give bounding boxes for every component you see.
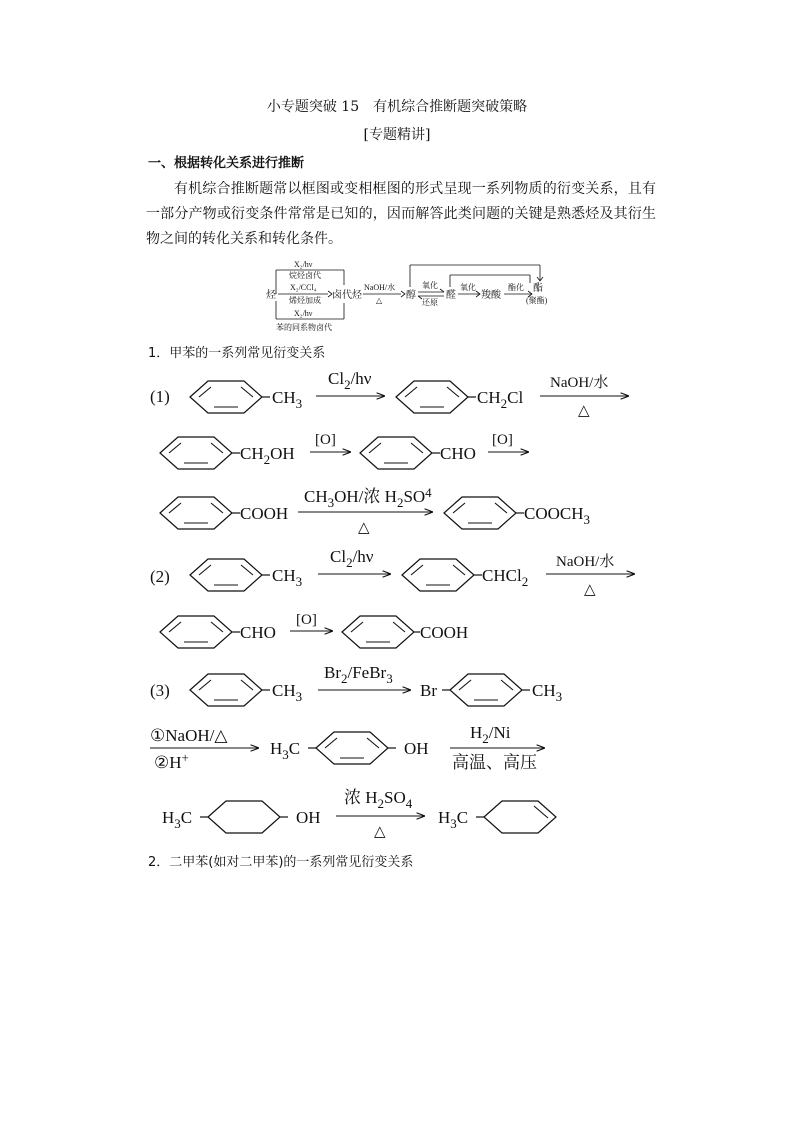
r3-cond4: 浓 $H_2SO_4$ (344, 788, 413, 811)
r3-oh: OH (404, 739, 429, 758)
r3-cond1: $Br_2/FeBr_3$ (324, 663, 393, 686)
scheme-r3-reagent: X₂/hν (294, 309, 313, 318)
scheme-acid: 羧酸 (481, 290, 501, 301)
r2-cooh: COOH (420, 623, 469, 642)
scheme-r1-label: 烷烃卤代 (289, 271, 321, 280)
r2-ox: [O] (296, 612, 317, 628)
section-subtitle: [专题精讲] (363, 127, 431, 143)
reaction-diagram (0, 360, 794, 860)
scheme-ox2: 氧化 (460, 283, 476, 292)
item1-heading: 1．甲苯的一系列常见衍变关系 (148, 346, 326, 361)
r1-cond2-top: NaOH/水 (550, 375, 609, 391)
r3-cond2-bottom: ②H+ (154, 750, 189, 772)
r2-label: (2) (150, 567, 170, 586)
scheme-halide: 卤代烃 (332, 290, 362, 301)
scheme-ester: 酯 (533, 283, 543, 294)
r1-cooh: COOH (240, 504, 289, 523)
r3-cond3-bottom: 高温、高压 (452, 753, 537, 772)
intro-paragraph: 有机综合推断题常以框图或变相框图的形式呈现一系列物质的衍变关系，且有一部分产物或衍变条件常常是已知的，因而解答此类问题的关键是熟悉烃及其衍生物之间的转化关系和转化条件。 (146, 181, 656, 247)
r1-cond2-bottom: △ (578, 403, 590, 419)
scheme-r2-reagent: X₂/CCl₄ (290, 283, 317, 292)
conversion-scheme (262, 257, 562, 335)
r2-cond2-bottom: △ (584, 582, 596, 598)
scheme-r3-label: 苯的同系物卤代 (276, 323, 332, 332)
scheme-polyester: (聚酯) (526, 296, 548, 305)
r2-cond1: $Cl_2/h\nu$ (330, 547, 374, 570)
r3-cond2-top: ①NaOH/△ (150, 726, 228, 745)
scheme-alcohol: 醇 (406, 290, 416, 301)
scheme-hyd-bottom: △ (376, 296, 383, 305)
scheme-red: 还原 (422, 298, 438, 307)
scheme-r2-label: 烯烃加成 (289, 296, 321, 305)
r3-ch3-b: $CH_3$ (532, 681, 563, 704)
r2-chcl2: CHCl$_2$ (482, 566, 529, 589)
scheme-aldehyde: 醛 (446, 290, 456, 301)
r3-ch3: $CH_3$ (272, 681, 303, 704)
r1-est-top: $CH_3OH/$浓 $H_2SO^4$ (304, 485, 432, 510)
scheme-r1-reagent: X₂/hν (294, 260, 313, 269)
cyclohexene-ring (484, 801, 556, 833)
r2-cond2-top: NaOH/水 (556, 554, 615, 570)
scheme-hyd-top: NaOH/水 (364, 283, 396, 292)
r1-ch3: $CH_3$ (272, 388, 303, 411)
page-title: 小专题突破 15 有机综合推断题突破策略 (266, 99, 528, 115)
r3-cond4-bottom: △ (374, 824, 386, 840)
r1-ox1: [O] (315, 432, 336, 448)
r1-label: (1) (150, 387, 170, 406)
scheme-hydrocarbon: 烃 (266, 290, 276, 301)
r1-cho: CHO (440, 444, 476, 463)
benzene-ring (190, 381, 262, 413)
r1-ch2oh: $CH_2OH$ (240, 444, 295, 467)
r1-ch2cl: $CH_2Cl$ (477, 388, 524, 411)
r3-br: Br (420, 681, 437, 700)
scheme-esterify: 酯化 (508, 283, 524, 292)
r3-label: (3) (150, 681, 170, 700)
cyclohexane-ring (208, 801, 280, 833)
section-heading: 一、根据转化关系进行推断 (148, 156, 305, 171)
r3-h3c: $H_3C$ (270, 739, 301, 762)
scheme-ox: 氧化 (422, 281, 438, 290)
r1-cond1: $Cl_2/h\nu$ (328, 369, 372, 392)
r1-est-bottom: △ (358, 520, 370, 536)
r2-ch3: $CH_3$ (272, 566, 303, 589)
r3-h3c-b: $H_3C$ (162, 808, 193, 831)
r1-ester: $COOCH_3$ (524, 504, 591, 527)
r1-ox2: [O] (492, 432, 513, 448)
r3-oh-b: OH (296, 808, 321, 827)
r3-h3c-c: $H_3C$ (438, 808, 469, 831)
r2-cho: CHO (240, 623, 276, 642)
r3-cond3: $H_2/Ni$ (470, 723, 511, 746)
item2-heading: 2．二甲苯(如对二甲苯)的一系列常见衍变关系 (148, 855, 414, 870)
